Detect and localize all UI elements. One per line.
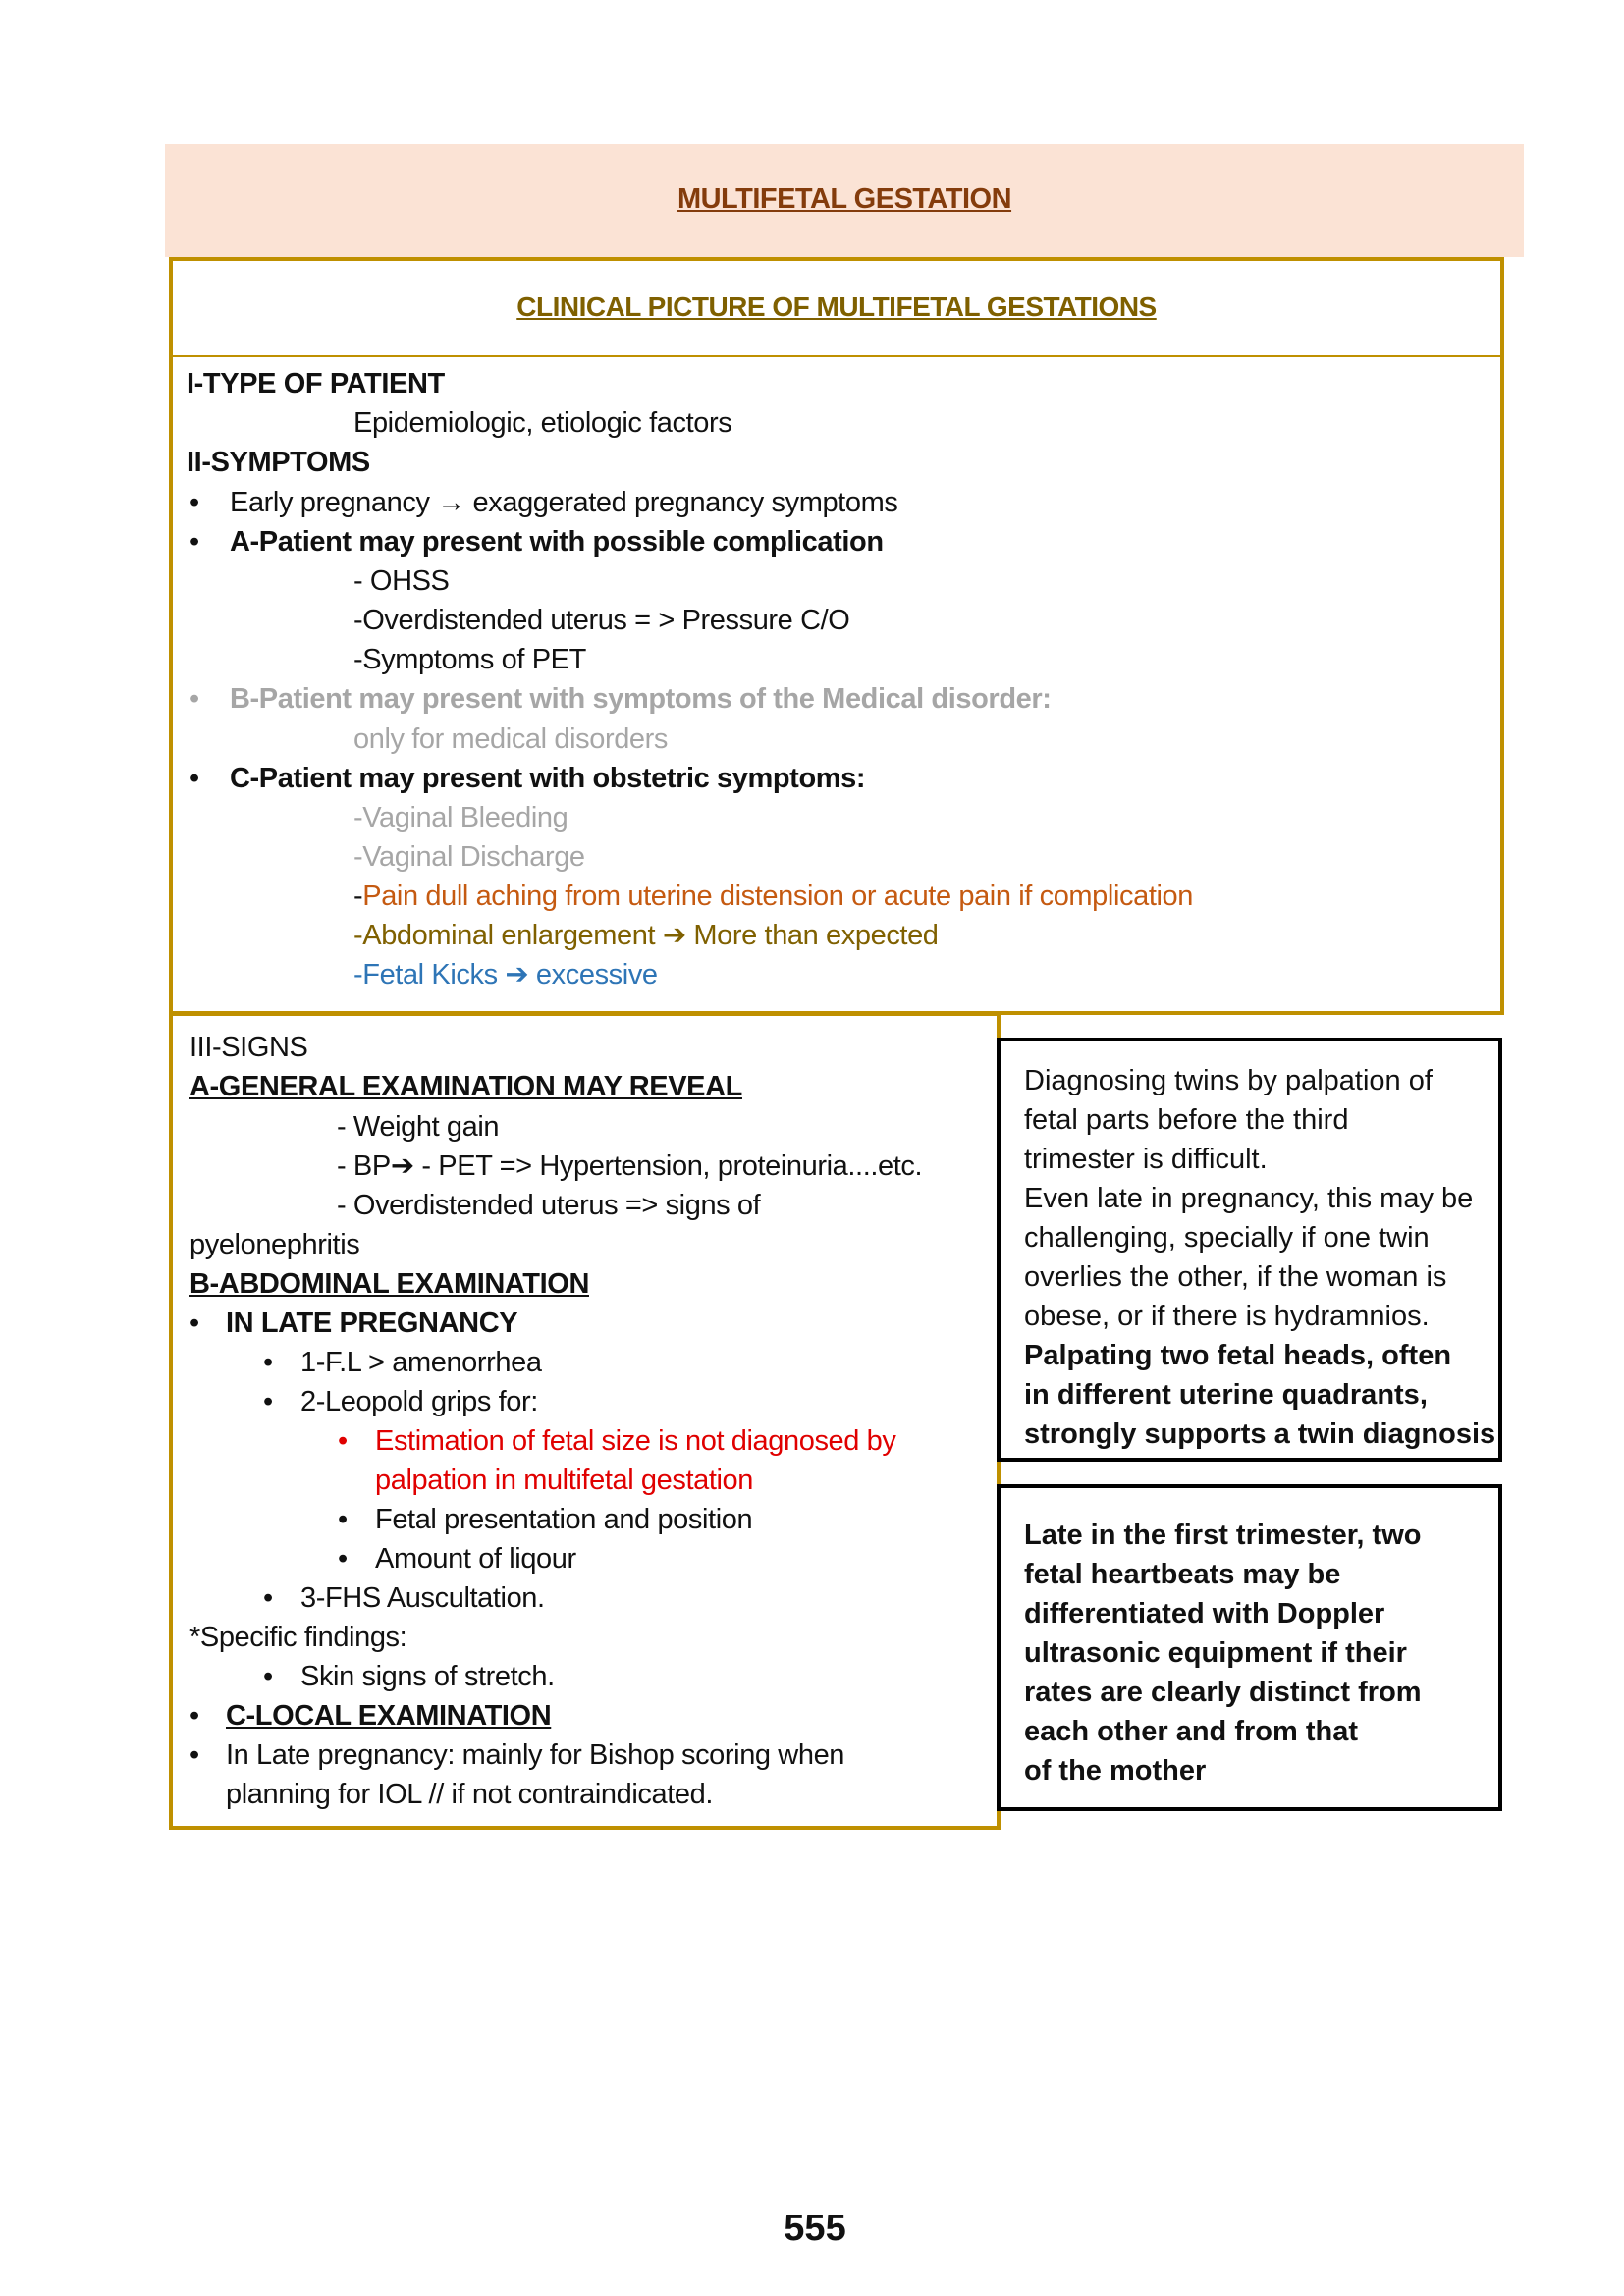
bullet-icon: • — [263, 1347, 273, 1378]
section-title: CLINICAL PICTURE OF MULTIFETAL GESTATIONS — [516, 292, 1157, 322]
note-line: ultrasonic equipment if their — [1024, 1637, 1407, 1669]
local-exam-line-1: In Late pregnancy: mainly for Bishop scoring when — [226, 1739, 845, 1771]
note-line: overlies the other, if the woman is — [1024, 1261, 1447, 1293]
early-pregnancy-line — [230, 483, 897, 522]
note-line: challenging, specially if one twin — [1024, 1222, 1430, 1254]
palpation-note-box — [997, 1038, 1502, 1462]
header-banner — [165, 144, 1524, 257]
bp-result: - PET => Hypertension, proteinuria....etc. — [421, 1150, 923, 1182]
estimation-line-1: Estimation of fetal size is not diagnosed by — [375, 1425, 896, 1457]
note-line: trimester is difficult. — [1024, 1144, 1268, 1175]
bullet-icon: • — [189, 1700, 199, 1732]
bullet-icon: • — [189, 763, 199, 794]
complication-item: - OHSS — [353, 565, 450, 597]
note-line-bold: Palpating two fetal heads, often — [1024, 1340, 1452, 1371]
medical-disorder-text: only for medical disorders — [353, 723, 669, 755]
bullet-icon: • — [338, 1425, 348, 1457]
note-line: each other and from that — [1024, 1716, 1358, 1747]
note-line: fetal parts before the third — [1024, 1104, 1349, 1136]
signs-heading: III-SIGNS — [189, 1032, 308, 1063]
amount-of-liquor: Amount of liqour — [375, 1543, 576, 1575]
leopold-grips: 2-Leopold grips for: — [300, 1386, 538, 1417]
vaginal-bleeding: -Vaginal Bleeding — [353, 802, 568, 833]
divider — [169, 1012, 1001, 1016]
pain-dash: - — [353, 881, 363, 912]
note-line: obese, or if there is hydramnios. — [1024, 1301, 1430, 1332]
abdominal-enlargement-label: -Abdominal enlargement — [353, 920, 656, 951]
pain-text: Pain dull aching from uterine distension or acute pain if complication — [362, 881, 1193, 912]
skin-signs: Skin signs of stretch. — [300, 1661, 555, 1692]
obstetric-heading: C-Patient may present with obstetric symptoms: — [230, 763, 866, 794]
fetal-kicks-result: excessive — [535, 959, 658, 990]
note-line: of the mother — [1024, 1755, 1207, 1787]
local-exam-line-2: planning for IOL // if not contraindicated. — [226, 1779, 713, 1810]
type-of-patient-text: Epidemiologic, etiologic factors — [353, 407, 732, 439]
note-line-bold: in different uterine quadrants, — [1024, 1379, 1428, 1411]
bullet-icon: • — [189, 1308, 199, 1339]
abdominal-enlargement-line — [353, 916, 939, 955]
bullet-icon: • — [338, 1504, 348, 1535]
estimation-line-2: palpation in multifetal gestation — [375, 1465, 753, 1496]
fhs-auscultation: 3-FHS Auscultation. — [300, 1582, 545, 1614]
abdominal-enlargement-result: More than expected — [693, 920, 939, 951]
arrow-right-icon: → — [437, 487, 465, 518]
note-line: fetal heartbeats may be — [1024, 1559, 1341, 1590]
complication-item: -Overdistended uterus = > Pressure C/O — [353, 605, 850, 636]
abdominal-exam-heading: B-ABDOMINAL EXAMINATION — [189, 1268, 589, 1300]
note-line: differentiated with Doppler — [1024, 1598, 1385, 1629]
section-title-box — [169, 257, 1504, 359]
arrow-right-icon: ➔ — [390, 1150, 414, 1182]
overdistended-uterus-cont: pyelonephritis — [189, 1229, 360, 1260]
early-pregnancy-label: Early pregnancy — [230, 487, 430, 518]
note-line: Late in the first trimester, two — [1024, 1520, 1422, 1551]
fundal-level: 1-F.L > amenorrhea — [300, 1347, 542, 1378]
fetal-kicks-line — [353, 955, 658, 994]
bp-line — [337, 1147, 922, 1186]
doppler-note-box — [997, 1484, 1502, 1811]
bullet-icon: • — [263, 1386, 273, 1417]
note-line: Even late in pregnancy, this may be — [1024, 1183, 1474, 1214]
early-pregnancy-result: exaggerated pregnancy symptoms — [472, 487, 898, 518]
bullet-icon: • — [263, 1661, 273, 1692]
late-pregnancy-heading: IN LATE PREGNANCY — [226, 1308, 518, 1339]
note-line: Diagnosing twins by palpation of — [1024, 1065, 1433, 1096]
overdistended-uterus: - Overdistended uterus => signs of — [337, 1190, 761, 1221]
fetal-kicks-label: -Fetal Kicks — [353, 959, 498, 990]
specific-findings: *Specific findings: — [189, 1622, 407, 1653]
complication-item: -Symptoms of PET — [353, 644, 586, 675]
page-number: 555 — [784, 2208, 846, 2249]
local-exam-heading: C-LOCAL EXAMINATION — [226, 1700, 552, 1732]
weight-gain: - Weight gain — [337, 1111, 500, 1143]
medical-disorder-heading: B-Patient may present with symptoms of the Medical disorder: — [230, 683, 1052, 715]
arrow-right-icon: ➔ — [662, 920, 686, 951]
bullet-icon: • — [338, 1543, 348, 1575]
bp-label: - BP — [337, 1150, 391, 1182]
complication-heading: A-Patient may present with possible complication — [230, 526, 884, 558]
vaginal-discharge: -Vaginal Discharge — [353, 841, 585, 873]
pain-line — [353, 877, 1193, 916]
type-of-patient-heading: I-TYPE OF PATIENT — [187, 368, 445, 400]
bullet-icon: • — [189, 1739, 199, 1771]
fetal-presentation: Fetal presentation and position — [375, 1504, 753, 1535]
arrow-right-icon: ➔ — [505, 959, 529, 990]
bullet-icon: • — [189, 526, 199, 558]
bullet-icon: • — [189, 487, 199, 518]
bullet-icon: • — [189, 683, 199, 715]
note-line: rates are clearly distinct from — [1024, 1677, 1422, 1708]
bullet-icon: • — [263, 1582, 273, 1614]
symptoms-heading: II-SYMPTOMS — [187, 447, 370, 478]
general-exam-heading: A-GENERAL EXAMINATION MAY REVEAL — [189, 1071, 742, 1102]
note-line-bold: strongly supports a twin diagnosis — [1024, 1418, 1496, 1450]
page-title: MULTIFETAL GESTATION — [677, 184, 1012, 215]
